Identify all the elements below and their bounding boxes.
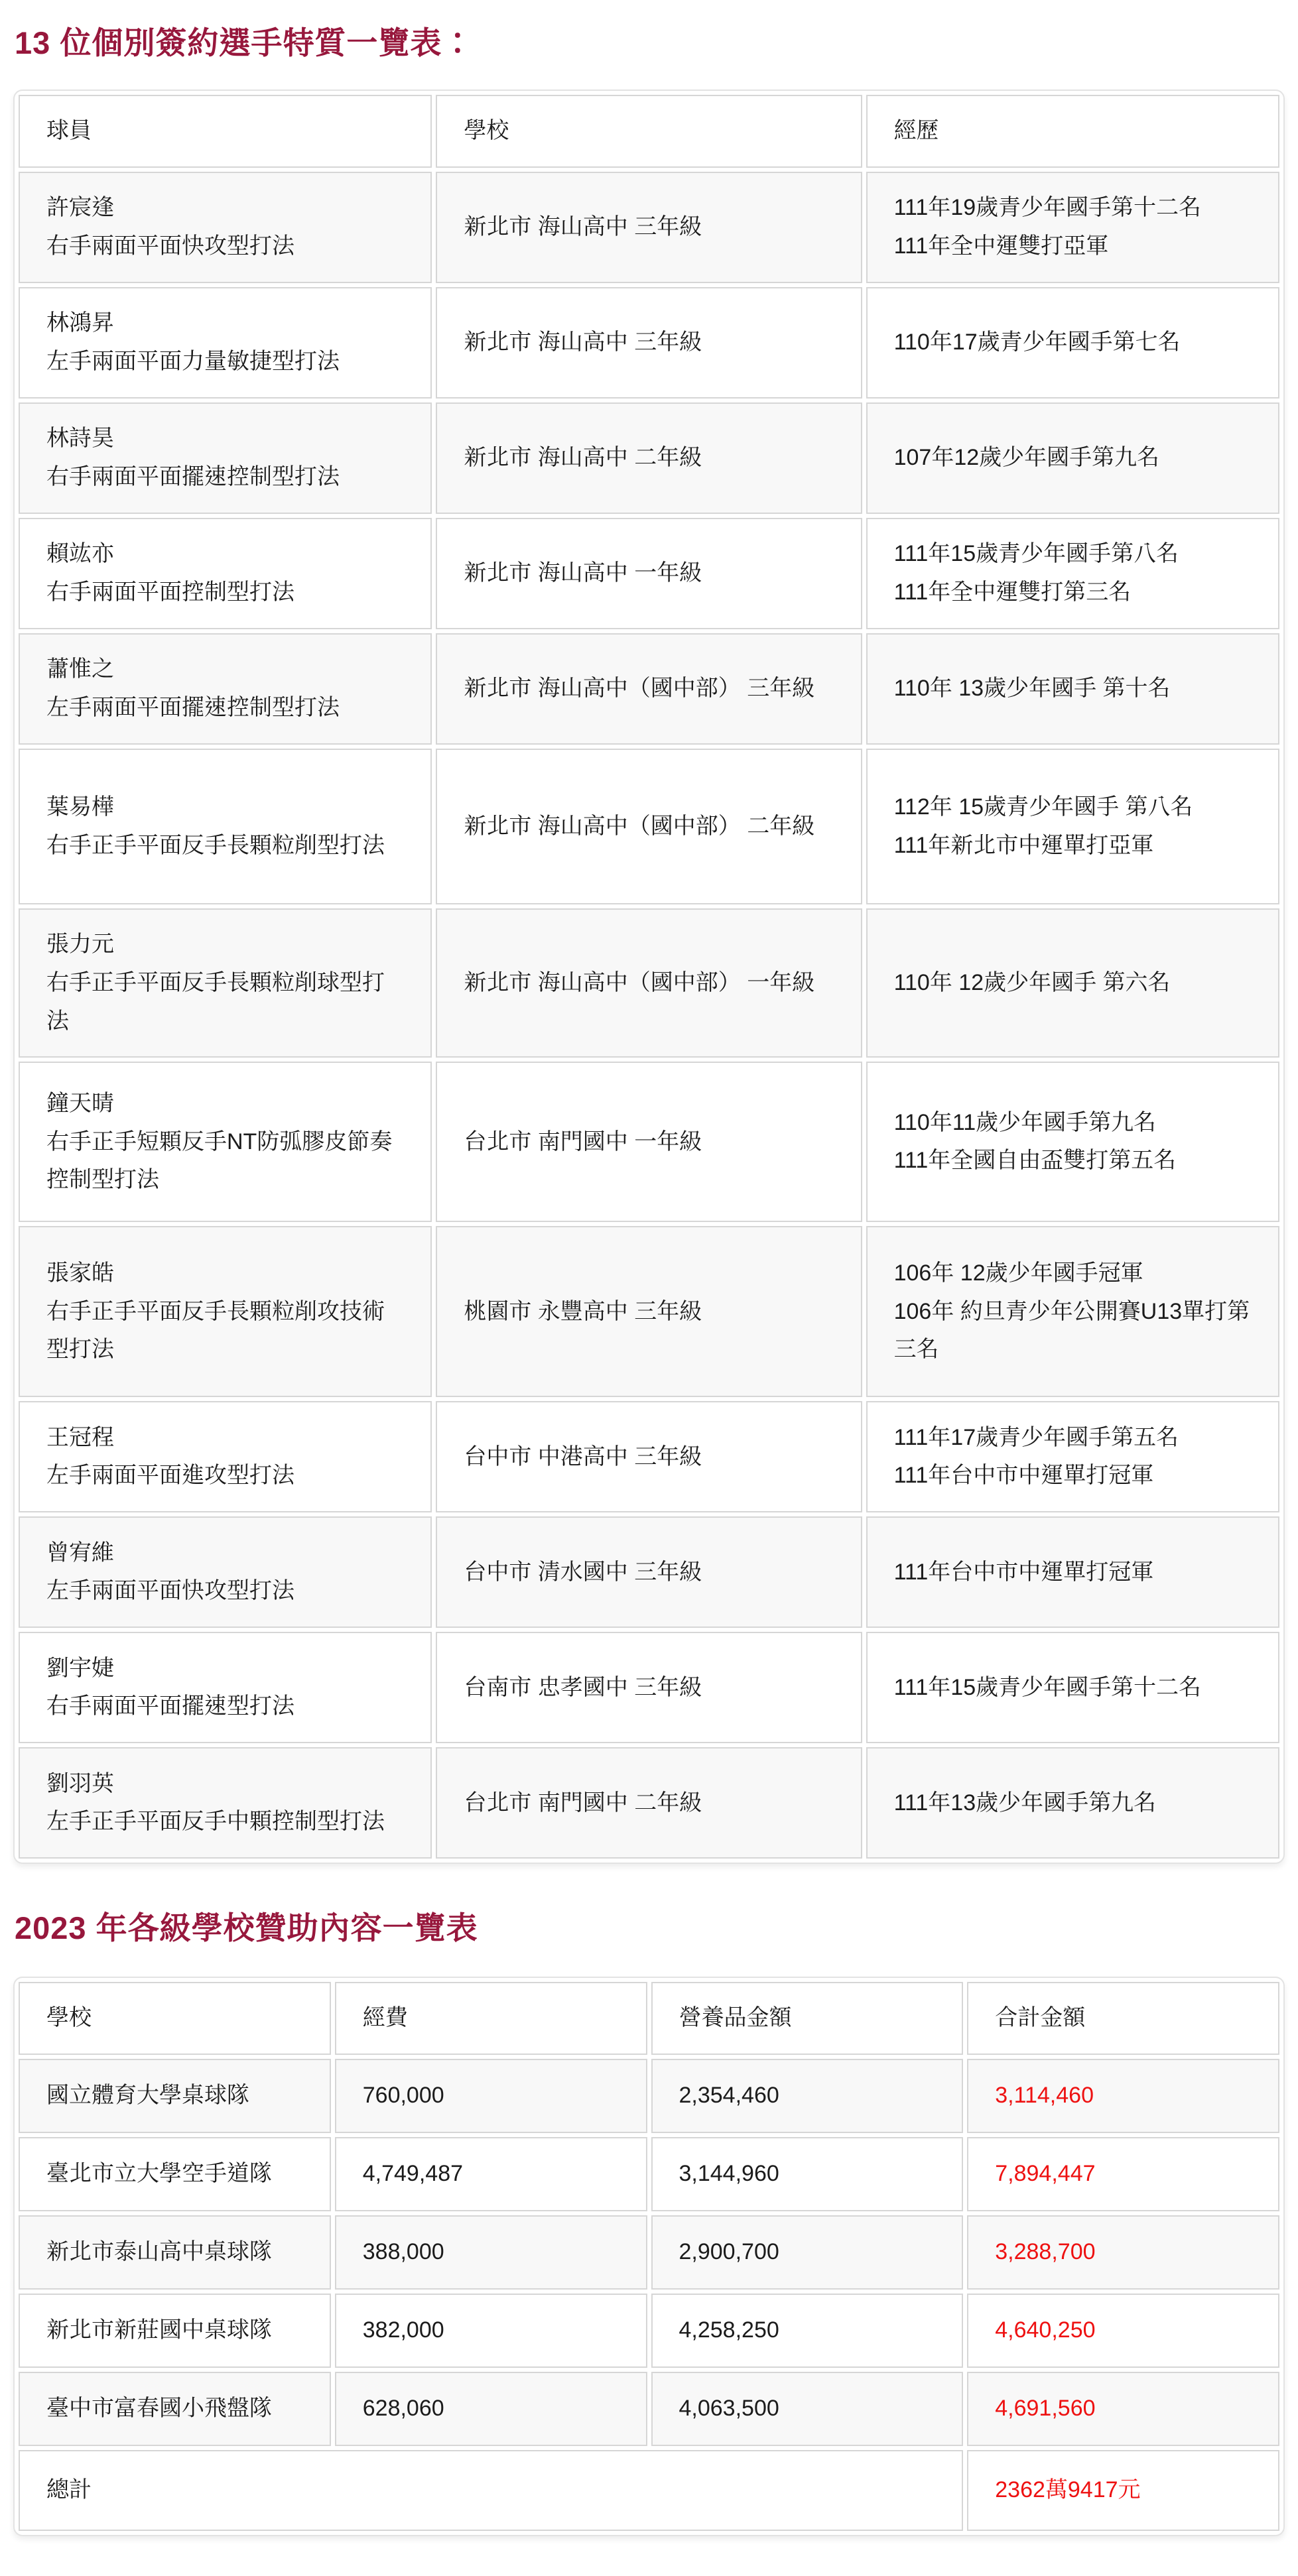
- experience-line: 111年全國自由盃雙打第五名: [893, 1148, 1177, 1174]
- sponsor-total: 3,114,460: [967, 2059, 1279, 2133]
- column-header-experience: 經歷: [866, 95, 1279, 168]
- school-cell: [436, 1632, 862, 1743]
- school-cell: [436, 518, 862, 629]
- player-school: 台南市 忠孝國中 三年級: [464, 1674, 702, 1700]
- player-school: 新北市 海山高中 三年級: [464, 214, 702, 240]
- table-row: [19, 1747, 1279, 1859]
- player-style: 左手正手平面反手中顆控制型打法: [46, 1809, 385, 1835]
- school-cell: [436, 402, 862, 514]
- table-row: [19, 1516, 1279, 1628]
- player-cell: [19, 402, 432, 514]
- column-header-player: 球員: [19, 95, 432, 168]
- player-school: 台中市 中港高中 三年級: [464, 1443, 702, 1469]
- player-school: 新北市 海山高中（國中部） 二年級: [464, 813, 815, 839]
- player-name: 蕭惟之: [46, 656, 114, 682]
- experience-line: 111年17歲青少年國手第五名: [893, 1424, 1179, 1450]
- experience-line: 106年 12歲少年國手冠軍: [893, 1260, 1143, 1286]
- school-cell: [436, 172, 862, 283]
- experience-cell: [866, 908, 1279, 1058]
- experience-cell: [866, 1401, 1279, 1512]
- sponsor-budget: 760,000: [335, 2059, 647, 2133]
- column-header-total: 合計金額: [967, 1982, 1279, 2055]
- player-style: 右手正手平面反手長顆粒削球型打法: [46, 969, 385, 1034]
- experience-line: 111年15歲青少年國手第十二名: [893, 1674, 1202, 1700]
- sponsor-total: 7,894,447: [967, 2137, 1279, 2211]
- column-header-budget: 經費: [335, 1982, 647, 2055]
- experience-line: 110年 12歲少年國手 第六名: [893, 969, 1171, 995]
- player-style: 右手正手平面反手長顆粒削攻技術型打法: [46, 1298, 385, 1363]
- school-cell: [436, 287, 862, 399]
- experience-line: 111年15歲青少年國手第八名: [893, 541, 1179, 567]
- player-name: 王冠程: [46, 1424, 114, 1450]
- experience-cell: [866, 633, 1279, 745]
- player-school: 新北市 海山高中（國中部） 三年級: [464, 676, 815, 702]
- player-cell: [19, 1516, 432, 1628]
- sponsor-school: 新北市泰山高中桌球隊: [19, 2215, 331, 2290]
- table-row: [19, 1226, 1279, 1397]
- player-school: 新北市 海山高中 三年級: [464, 330, 702, 355]
- players-table-title: 13 位個別簽約選手特質一覽表：: [15, 25, 474, 60]
- player-school: 台中市 清水國中 三年級: [464, 1559, 702, 1585]
- experience-cell: [866, 1226, 1279, 1397]
- experience-cell: [866, 1516, 1279, 1628]
- player-school: 新北市 海山高中 二年級: [464, 445, 702, 471]
- school-cell: [436, 749, 862, 904]
- player-style: 左手兩面平面力量敏捷型打法: [46, 349, 340, 375]
- player-style: 右手兩面平面擺速型打法: [46, 1693, 294, 1719]
- player-cell: [19, 518, 432, 629]
- sponsor-total: 4,691,560: [967, 2372, 1279, 2446]
- sponsor-total: 3,288,700: [967, 2215, 1279, 2290]
- experience-cell: [866, 1632, 1279, 1743]
- player-style: 右手兩面平面快攻型打法: [46, 233, 294, 259]
- sponsor-total: 4,640,250: [967, 2294, 1279, 2368]
- experience-line: 111年全中運雙打第三名: [893, 580, 1132, 605]
- column-header-school: 學校: [19, 1982, 331, 2055]
- table-row: [19, 2372, 1279, 2446]
- player-style: 右手兩面平面控制型打法: [46, 580, 294, 605]
- table-row: [19, 749, 1279, 904]
- players-table-container: [13, 90, 1285, 1864]
- sponsor-supplements: 2,354,460: [651, 2059, 964, 2133]
- sponsor-table-container: [13, 1977, 1285, 2536]
- player-name: 林詩昊: [46, 426, 114, 452]
- experience-line: 106年 約旦青少年公開賽U13單打第三名: [893, 1298, 1250, 1363]
- experience-line: 111年台中市中運單打冠軍: [893, 1463, 1154, 1489]
- table-row: [19, 1632, 1279, 1743]
- player-cell: [19, 633, 432, 745]
- sponsor-school: 臺中市富春國小飛盤隊: [19, 2372, 331, 2446]
- player-style: 右手兩面平面擺速控制型打法: [46, 464, 340, 490]
- player-school: 台北市 南門國中 一年級: [464, 1129, 702, 1154]
- player-name: 曾宥維: [46, 1540, 114, 1565]
- sponsor-school: 國立體育大學桌球隊: [19, 2059, 331, 2133]
- experience-cell: [866, 1062, 1279, 1222]
- player-style: 右手正手平面反手長顆粒削型打法: [46, 832, 385, 858]
- player-cell: [19, 1747, 432, 1859]
- table-row: [19, 2137, 1279, 2211]
- player-style: 左手兩面平面擺速控制型打法: [46, 695, 340, 721]
- experience-cell: [866, 1747, 1279, 1859]
- grand-total-value: 2362萬9417元: [967, 2450, 1279, 2531]
- sponsor-budget: 382,000: [335, 2294, 647, 2368]
- school-cell: [436, 1747, 862, 1859]
- experience-cell: [866, 518, 1279, 629]
- player-style: 左手兩面平面進攻型打法: [46, 1463, 294, 1489]
- player-cell: [19, 172, 432, 283]
- experience-cell: [866, 287, 1279, 399]
- experience-line: 111年新北市中運單打亞軍: [893, 832, 1154, 858]
- player-style: 左手兩面平面快攻型打法: [46, 1578, 294, 1604]
- sponsor-supplements: 3,144,960: [651, 2137, 964, 2211]
- players-table: [15, 91, 1283, 1863]
- player-name: 鐘天晴: [46, 1090, 114, 1116]
- sponsor-table-title: 2023 年各級學校贊助內容一覽表: [15, 1910, 478, 1946]
- experience-line: 110年 13歲少年國手 第十名: [893, 676, 1171, 702]
- column-header-school: 學校: [436, 95, 862, 168]
- table-row: [19, 287, 1279, 399]
- table-row: [19, 1401, 1279, 1512]
- player-name: 劉宇婕: [46, 1655, 114, 1681]
- player-cell: [19, 1632, 432, 1743]
- player-name: 賴竑亦: [46, 541, 114, 567]
- school-cell: [436, 633, 862, 745]
- player-school: 桃園市 永豐高中 三年級: [464, 1298, 702, 1324]
- experience-line: 111年13歲少年國手第九名: [893, 1790, 1157, 1815]
- experience-line: 111年台中市中運單打冠軍: [893, 1559, 1154, 1585]
- table-row: [19, 518, 1279, 629]
- experience-cell: [866, 172, 1279, 283]
- players-header-row: [19, 95, 1279, 168]
- sponsor-table: [15, 1978, 1283, 2535]
- player-cell: [19, 1401, 432, 1512]
- sponsor-budget: 388,000: [335, 2215, 647, 2290]
- player-name: 葉易樺: [46, 794, 114, 820]
- sponsor-school: 臺北市立大學空手道隊: [19, 2137, 331, 2211]
- player-cell: [19, 908, 432, 1058]
- sponsor-supplements: 4,063,500: [651, 2372, 964, 2446]
- table-row: [19, 402, 1279, 514]
- column-header-supplements: 營養品金額: [651, 1982, 964, 2055]
- table-row: [19, 1062, 1279, 1222]
- sponsor-school: 新北市新莊國中桌球隊: [19, 2294, 331, 2368]
- school-cell: [436, 1062, 862, 1222]
- player-name: 張力元: [46, 932, 114, 957]
- total-row: [19, 2450, 1279, 2531]
- table-row: [19, 172, 1279, 283]
- player-name: 林鴻昇: [46, 310, 114, 336]
- player-school: 新北市 海山高中（國中部） 一年級: [464, 969, 815, 995]
- table-row: [19, 2215, 1279, 2290]
- table-row: [19, 2294, 1279, 2368]
- experience-cell: [866, 749, 1279, 904]
- player-cell: [19, 1062, 432, 1222]
- player-school: 台北市 南門國中 二年級: [464, 1790, 702, 1815]
- table-row: [19, 633, 1279, 745]
- table-row: [19, 908, 1279, 1058]
- table-row: [19, 2059, 1279, 2133]
- player-cell: [19, 287, 432, 399]
- sponsor-budget: 628,060: [335, 2372, 647, 2446]
- player-cell: [19, 1226, 432, 1397]
- total-label: 總計: [19, 2450, 963, 2531]
- school-cell: [436, 1516, 862, 1628]
- school-cell: [436, 908, 862, 1058]
- experience-line: 111年19歲青少年國手第十二名: [893, 195, 1202, 221]
- sponsor-header-row: [19, 1982, 1279, 2055]
- sponsor-supplements: 4,258,250: [651, 2294, 964, 2368]
- player-name: 張家皓: [46, 1260, 114, 1286]
- experience-cell: [866, 402, 1279, 514]
- player-style: 右手正手短顆反手NT防弧膠皮節奏控制型打法: [46, 1129, 393, 1193]
- sponsor-budget: 4,749,487: [335, 2137, 647, 2211]
- player-name: 許宸逢: [46, 195, 114, 221]
- experience-line: 110年11歲少年國手第九名: [893, 1109, 1157, 1135]
- school-cell: [436, 1401, 862, 1512]
- player-name: 劉羽英: [46, 1770, 114, 1796]
- sponsor-supplements: 2,900,700: [651, 2215, 964, 2290]
- school-cell: [436, 1226, 862, 1397]
- experience-line: 110年17歲青少年國手第七名: [893, 330, 1181, 355]
- experience-line: 112年 15歲青少年國手 第八名: [893, 794, 1193, 820]
- experience-line: 111年全中運雙打亞軍: [893, 233, 1109, 259]
- experience-line: 107年12歲少年國手第九名: [893, 445, 1160, 471]
- player-cell: [19, 749, 432, 904]
- player-school: 新北市 海山高中 一年級: [464, 560, 702, 586]
